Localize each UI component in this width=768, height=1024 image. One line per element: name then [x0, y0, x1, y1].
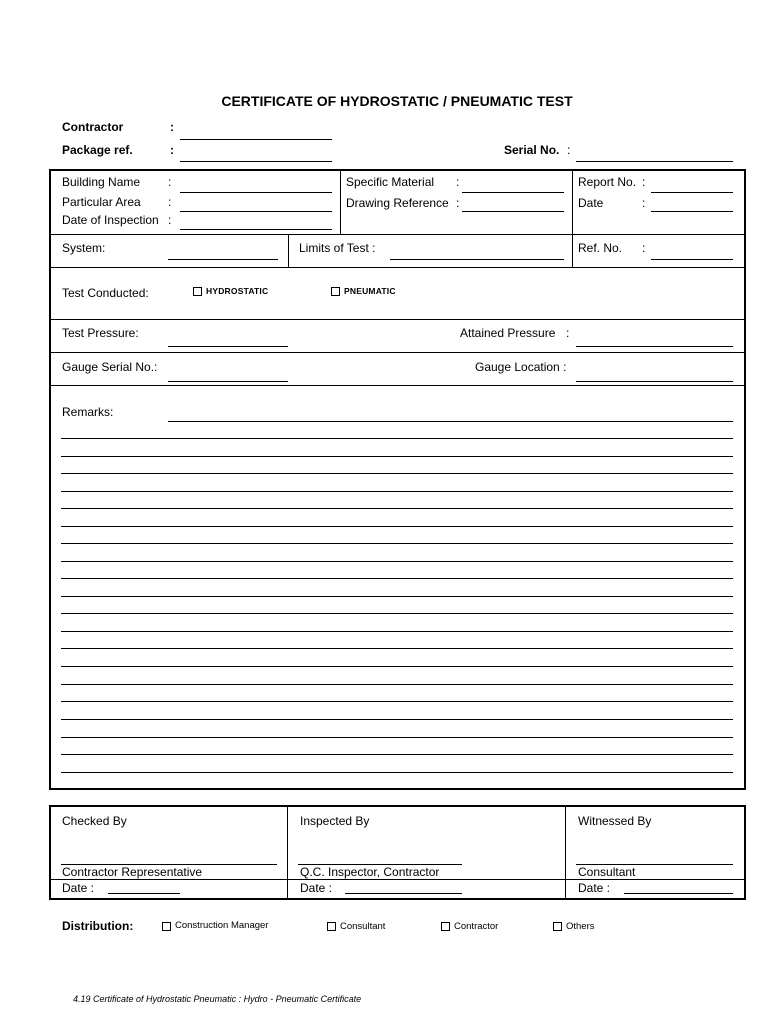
date-field[interactable] — [651, 211, 733, 212]
serial-colon: : — [567, 143, 571, 157]
date-of-inspection-field[interactable] — [180, 229, 332, 230]
remarks-line[interactable] — [61, 526, 733, 527]
gauge-serial-field[interactable] — [168, 381, 288, 382]
page-title: CERTIFICATE OF HYDROSTATIC / PNEUMATIC TEST — [221, 93, 573, 109]
limits-of-test-label: Limits of Test : — [299, 241, 376, 255]
construction-manager-label: Construction Manager — [175, 920, 269, 931]
inspected-date-label: Date : — [300, 881, 333, 895]
package-colon: : — [170, 143, 174, 157]
remarks-line[interactable] — [61, 737, 733, 738]
inspected-date-field[interactable] — [345, 893, 462, 894]
system-divider-1 — [288, 234, 289, 267]
checked-date-label: Date : — [62, 881, 95, 895]
test-pressure-label: Test Pressure: — [62, 326, 139, 340]
ref-no-colon: : — [642, 241, 646, 255]
remarks-line[interactable] — [61, 772, 733, 773]
report-no-field[interactable] — [651, 192, 733, 193]
signature-divider-1 — [287, 806, 288, 899]
building-name-label: Building Name — [62, 175, 141, 189]
checked-date-field[interactable] — [108, 893, 180, 894]
divider-system-test — [50, 267, 745, 268]
attained-pressure-label: Attained Pressure — [460, 326, 556, 340]
remarks-line[interactable] — [61, 701, 733, 702]
consultant-label: Consultant — [578, 865, 636, 879]
contractor-rep-label: Contractor Representative — [62, 865, 203, 879]
package-label: Package ref. — [62, 143, 133, 157]
divider-test-pressure — [50, 319, 745, 320]
particular-area-label: Particular Area — [62, 195, 141, 209]
report-no-label: Report No. — [578, 175, 637, 189]
specific-material-label: Specific Material — [346, 175, 435, 189]
divider-info-system — [50, 234, 745, 235]
remarks-line[interactable] — [61, 596, 733, 597]
remarks-line[interactable] — [61, 508, 733, 509]
others-label: Others — [566, 921, 595, 932]
remarks-line[interactable] — [61, 561, 733, 562]
others-checkbox[interactable] — [553, 922, 562, 931]
witnessed-date-field[interactable] — [624, 893, 733, 894]
date-of-inspection-label: Date of Inspection — [62, 213, 159, 227]
building-name-field[interactable] — [180, 192, 332, 193]
contractor-checkbox[interactable] — [441, 922, 450, 931]
remarks-line[interactable] — [61, 666, 733, 667]
date-colon: : — [642, 196, 646, 210]
divider-pressure-gauge — [50, 352, 745, 353]
gauge-location-field[interactable] — [576, 381, 733, 382]
inspected-by-label: Inspected By — [300, 814, 370, 828]
remarks-line[interactable] — [61, 456, 733, 457]
signature-divider-2 — [565, 806, 566, 899]
drawing-reference-field[interactable] — [462, 211, 564, 212]
qc-inspector-label: Q.C. Inspector, Contractor — [300, 865, 440, 879]
contractor-dist-label: Contractor — [454, 921, 499, 932]
info-divider-2 — [572, 170, 573, 234]
contractor-field[interactable] — [180, 139, 332, 140]
remarks-line[interactable] — [61, 719, 733, 720]
hydrostatic-checkbox[interactable] — [193, 287, 202, 296]
report-no-colon: : — [642, 175, 646, 189]
witnessed-date-label: Date : — [578, 881, 611, 895]
footer-note: 4.19 Certificate of Hydrostatic Pneumatic : Hydro - Pneumatic Certificate — [73, 994, 362, 1004]
date-label: Date — [578, 196, 604, 210]
remarks-line-first[interactable] — [168, 421, 733, 422]
remarks-line[interactable] — [61, 438, 733, 439]
building-name-colon: : — [168, 175, 172, 189]
remarks-line[interactable] — [61, 491, 733, 492]
date-of-inspection-colon: : — [168, 213, 172, 227]
system-field[interactable] — [168, 259, 278, 260]
info-divider-1 — [340, 170, 341, 234]
remarks-label: Remarks: — [62, 405, 114, 419]
witnessed-by-label: Witnessed By — [578, 814, 652, 828]
consultant-dist-label: Consultant — [340, 921, 386, 932]
serial-field[interactable] — [576, 161, 733, 162]
system-label: System: — [62, 241, 106, 255]
particular-area-colon: : — [168, 195, 172, 209]
remarks-line[interactable] — [61, 754, 733, 755]
serial-label: Serial No. — [504, 143, 560, 157]
specific-material-field[interactable] — [462, 192, 564, 193]
drawing-reference-label: Drawing Reference — [346, 196, 449, 210]
specific-material-colon: : — [456, 175, 460, 189]
pneumatic-checkbox[interactable] — [331, 287, 340, 296]
ref-no-label: Ref. No. — [578, 241, 623, 255]
divider-gauge-remarks — [50, 385, 745, 386]
remarks-line[interactable] — [61, 631, 733, 632]
attained-pressure-colon: : — [566, 326, 570, 340]
remarks-line[interactable] — [61, 473, 733, 474]
remarks-line[interactable] — [61, 613, 733, 614]
distribution-label: Distribution: — [62, 919, 134, 933]
checked-by-label: Checked By — [62, 814, 127, 828]
ref-no-field[interactable] — [651, 259, 733, 260]
test-conducted-label: Test Conducted: — [62, 286, 149, 300]
gauge-serial-label: Gauge Serial No.: — [62, 360, 158, 374]
gauge-location-label: Gauge Location : — [475, 360, 567, 374]
remarks-line[interactable] — [61, 543, 733, 544]
remarks-line[interactable] — [61, 648, 733, 649]
contractor-label: Contractor — [62, 120, 124, 134]
contractor-colon: : — [170, 120, 174, 134]
drawing-reference-colon: : — [456, 196, 460, 210]
particular-area-field[interactable] — [180, 211, 332, 212]
hydrostatic-label: HYDROSTATIC — [206, 286, 269, 296]
remarks-line[interactable] — [61, 578, 733, 579]
main-form-box — [49, 169, 746, 790]
test-pressure-field[interactable] — [168, 346, 288, 347]
construction-manager-checkbox[interactable] — [162, 922, 171, 931]
remarks-line[interactable] — [61, 684, 733, 685]
pneumatic-label: PNEUMATIC — [344, 286, 396, 296]
attained-pressure-field[interactable] — [576, 346, 733, 347]
package-field[interactable] — [180, 161, 332, 162]
limits-of-test-field[interactable] — [390, 259, 564, 260]
system-divider-2 — [572, 234, 573, 267]
signature-date-divider — [50, 879, 745, 880]
consultant-checkbox[interactable] — [327, 922, 336, 931]
